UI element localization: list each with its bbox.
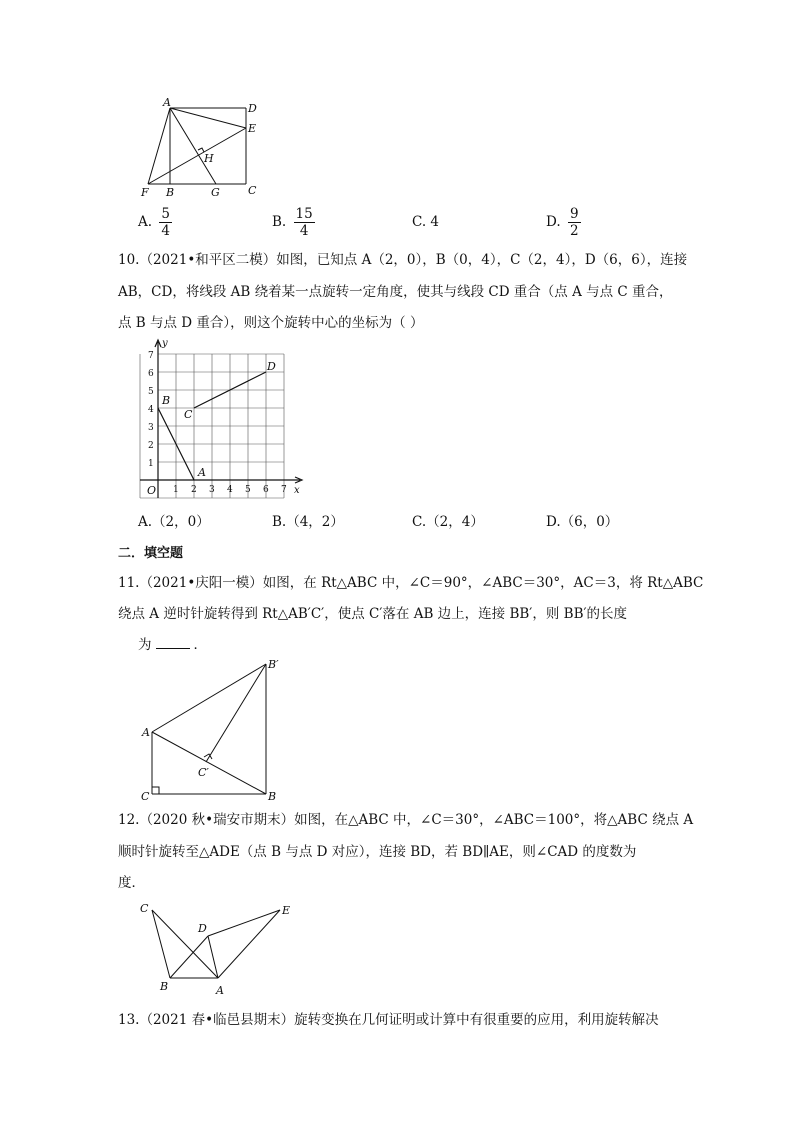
point-B-label: B: [162, 394, 171, 407]
seg-CB: [152, 910, 170, 978]
label-B: B: [166, 186, 175, 199]
label-A: A: [163, 96, 171, 109]
label-E: E: [282, 904, 291, 917]
label-B: B: [268, 790, 277, 803]
figure-q11: [138, 656, 288, 804]
figure-q10-grid: [138, 336, 308, 500]
figure-q9: [136, 96, 266, 200]
y-tick-7: 7: [148, 351, 154, 361]
label-A: A: [216, 984, 224, 997]
seg-AE: [218, 910, 280, 978]
label-Cp: C′: [198, 766, 209, 779]
q13-text-line1: 13.（2021 春•临邑县期末）旋转变换在几何证明或计算中有很重要的应用，利用旋转解决: [118, 1012, 659, 1028]
x-tick-6: 6: [263, 485, 269, 495]
label-H: H: [204, 152, 214, 165]
point-A-label: A: [198, 466, 206, 479]
x-tick-7: 7: [281, 485, 287, 495]
label-Bp: B′: [268, 658, 279, 671]
seg-BD: [170, 936, 208, 978]
y-tick-2: 2: [148, 441, 154, 451]
q10-text-line3: 点 B 与点 D 重合），则这个旋转中心的坐标为（ ）: [118, 315, 424, 331]
q11-text-line1: 11.（2021•庆阳一模）如图，在 Rt△ABC 中，∠C＝90°，∠ABC＝30°，AC＝3，将 Rt△ABC: [118, 575, 704, 591]
section-title-fill-in: 二．填空题: [118, 546, 184, 561]
seg-AB: [152, 732, 266, 794]
q9-option-d[interactable]: D. $\frac{9}{2}$: [546, 206, 579, 239]
x-tick-1: 1: [173, 485, 179, 495]
seg-BpCp: [206, 664, 266, 762]
seg-ABp: [152, 664, 266, 732]
point-D-label: D: [267, 360, 276, 373]
q10-option-b[interactable]: B.（4，2）: [272, 514, 344, 530]
q11-text-line3: 为 ．: [138, 637, 207, 653]
seg-DA: [208, 936, 218, 978]
q9-option-a[interactable]: A. $\frac{5}{4}$: [138, 206, 170, 239]
q9-option-c[interactable]: C. 4: [412, 214, 440, 230]
y-tick-4: 4: [148, 405, 154, 415]
label-D: D: [198, 922, 207, 935]
y-tick-3: 3: [148, 423, 154, 433]
label-A: A: [142, 726, 150, 739]
point-C-label: C: [184, 408, 193, 421]
y-axis-label: y: [162, 338, 168, 349]
label-E: E: [248, 122, 257, 135]
seg-AE: [170, 108, 246, 128]
seg-CA: [152, 910, 218, 978]
label-C: C: [141, 790, 150, 803]
q12-text-line2: 顺时针旋转至△ADE（点 B 与点 D 对应），连接 BD，若 BD∥AE，则∠CAD 的度数为: [118, 844, 637, 860]
q12-text-line1: 12.（2020 秋•瑞安市期末）如图，在△ABC 中，∠C＝30°，∠ABC＝100°，将△ABC 绕点 A: [118, 812, 694, 828]
y-tick-1: 1: [148, 459, 154, 469]
q12-text-line3: 度．: [118, 875, 145, 891]
label-F: F: [141, 186, 149, 199]
label-D: D: [248, 102, 257, 115]
y-tick-6: 6: [148, 369, 154, 379]
x-axis-label: x: [294, 485, 300, 496]
x-tick-4: 4: [227, 485, 233, 495]
y-tick-5: 5: [148, 387, 154, 397]
q10-option-a[interactable]: A.（2，0）: [138, 514, 210, 530]
x-tick-3: 3: [209, 485, 215, 495]
label-C: C: [140, 902, 149, 915]
q10-option-c[interactable]: C.（2，4）: [412, 514, 484, 530]
right-angle-mark-C: [152, 787, 159, 794]
seg-DE: [208, 910, 280, 936]
label-G: G: [211, 186, 220, 199]
q10-text-line1: 10.（2021•和平区二模）如图，已知点 A（2，0），B（0，4），C（2，4），D（6，6），连接: [118, 252, 688, 268]
figure-q12: [136, 898, 296, 998]
origin-label: O: [147, 484, 157, 497]
q10-text-line2: AB，CD，将线段 AB 绕着某一点旋转一定角度，使其与线段 CD 重合（点 A 与点 C 重合，: [118, 284, 673, 300]
q10-option-d[interactable]: D.（6，0）: [546, 514, 619, 530]
q9-option-b[interactable]: B. $\frac{15}{4}$: [272, 206, 313, 239]
x-tick-5: 5: [245, 485, 251, 495]
seg-AF: [148, 108, 170, 184]
label-B: B: [160, 980, 169, 993]
seg-FE: [148, 128, 246, 184]
label-C: C: [248, 184, 257, 197]
x-tick-2: 2: [191, 485, 197, 495]
answer-blank[interactable]: [156, 636, 190, 649]
seg-AG: [170, 108, 216, 184]
q11-text-line2: 绕点 A 逆时针旋转得到 Rt△AB′C′，使点 C′落在 AB 边上，连接 BB′，则 BB′的长度: [118, 606, 628, 622]
